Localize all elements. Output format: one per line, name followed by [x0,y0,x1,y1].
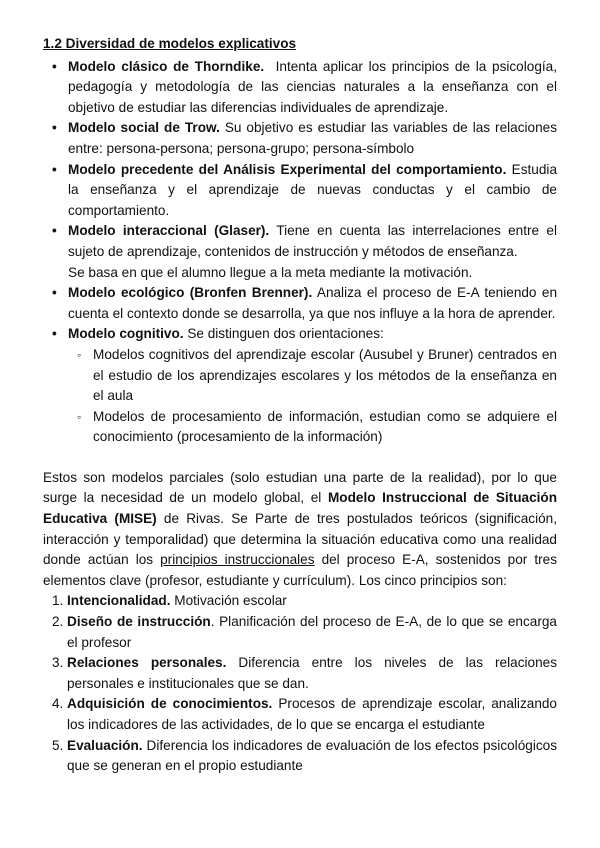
model-name: Modelo cognitivo. [68,326,184,342]
sub-list-item: ◦ Modelos de procesamiento de información, estudian como se adquiere el conocimiento (procesamiento de la información) [68,407,557,448]
model-extra: Se basa en que el alumno llegue a la meta mediante la motivación. [68,264,473,280]
principle-description: . Planificación del proceso de E-A, de lo que se encarga el profesor [67,614,557,650]
list-item [43,118,557,159]
model-description: Se distinguen dos orientaciones: [187,326,384,342]
list-item [43,612,557,653]
item-number: 3. [52,655,64,671]
principle-name: Diseño de instrucción [67,614,211,630]
principle-name: Evaluación. [67,737,143,753]
model-name: Modelo interaccional (Glaser). [68,223,270,239]
principle-name: Adquisición de conocimientos. [67,696,273,712]
item-number: 1. [52,593,64,609]
mise-paragraph: Estos son modelos parciales (solo estudian una parte de la realidad), por lo que surge la necesidad de un modelo global, el Modelo Instruccional de Situación Educativa (MISE) de Rivas. Se Parte de tres postulados teóricos (significación, interacción y temporalidad) que determina la situación educativa como una realidad donde actúan los principios instruccionales del proceso E-A, sostenidos por tres elementos clave (profesor, estudiante y currículum). Los cinco principios son: [43,469,558,588]
orientations-list [68,345,557,448]
principle-description: Motivación escolar [174,593,287,609]
model-name: Modelo precedente del Análisis Experimental del comportamiento. [68,161,507,177]
model-description: Tiene en cuenta las interrelaciones entre el sujeto de aprendizaje, contenidos de instrucción y métodos de enseñanza. [68,223,558,259]
model-description: Analiza el proceso de E-A teniendo en cuenta el contexto donde se desarrolla, ya que nos influye a la hora de aprender. [68,285,557,321]
item-number: 4. [52,696,64,712]
model-description: Su objetivo es estudiar las variables de las relaciones entre: persona-persona; persona-grupo; persona-símbolo [68,120,558,156]
model-description: Intenta aplicar los principios de la psicología, pedagogía y metodología de las ciencias naturales a la enseñanza con el objetivo de estudiar las diferencias individuales de aprendizaje. [68,58,557,115]
instructional-principles-term: principios instruccionales [160,552,315,568]
list-item [43,283,557,324]
principles-list [43,591,557,776]
model-name: Modelo clásico de Thorndike. [68,58,265,74]
mise-model-name: Modelo Instruccional de Situación Educativa (MISE) [43,490,558,527]
principle-description: Diferencia entre los niveles de las relaciones personales e institucionales que se dan. [67,655,557,691]
models-list [43,57,557,448]
principle-description: Diferencia los indicadores de evaluación de los efectos psicológicos que se generan en el propio estudiante [67,737,557,774]
section-title: 1.2 Diversidad de modelos explicativos [43,36,297,51]
list-item [43,160,557,222]
list-item [43,591,557,612]
principle-name: Intencionalidad. [67,593,171,609]
sub-list-item: ◦ Modelos cognitivos del aprendizaje escolar (Ausubel y Bruner) centrados en el estudio de los aprendizajes escolares y los métodos de la enseñanza en el aula [68,345,557,407]
item-number: 2. [52,614,64,630]
list-item [43,653,557,694]
list-item [43,694,557,735]
principle-description: Procesos de aprendizaje escolar, analizando los indicadores de las actividades, de lo que se encarga el estudiante [67,696,557,732]
principle-name: Relaciones personales. [67,655,227,671]
list-item [43,221,557,283]
item-number: 5. [52,737,64,753]
list-item [43,324,557,448]
list-item [43,57,557,119]
model-description: Estudia la enseñanza y el aprendizaje de nuevas conductas y el cambio de comportamiento. [68,161,558,218]
model-name: Modelo social de Trow. [68,120,220,136]
list-item [43,736,557,777]
model-name: Modelo ecológico (Bronfen Brenner). [68,285,313,301]
